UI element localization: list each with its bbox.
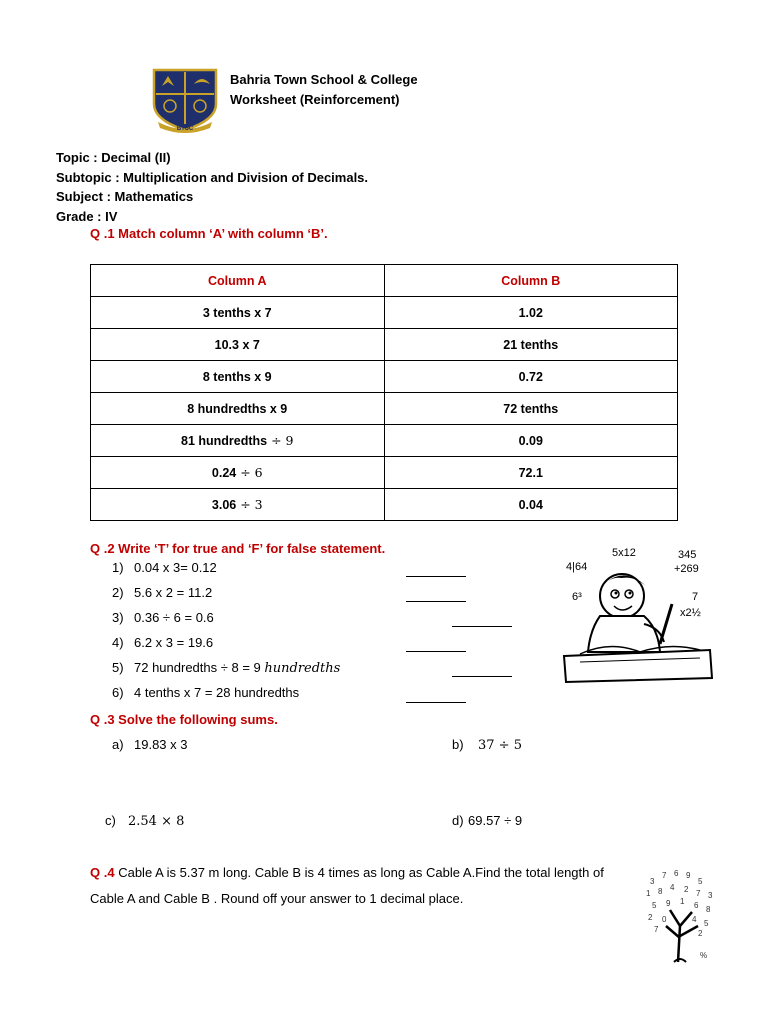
svg-text:BTSC: BTSC bbox=[176, 126, 194, 132]
school-header bbox=[230, 70, 418, 110]
list-item: 2) 5.6 x 2 = 11.2 bbox=[112, 585, 213, 600]
table-row bbox=[91, 457, 678, 489]
subject-line: Subject : Mathematics bbox=[56, 189, 194, 204]
list-item: 4) 6.2 x 3 = 19.6 bbox=[112, 635, 214, 650]
q1-title: Q .1 Match column ‘A’ with column ‘B’. bbox=[90, 226, 328, 241]
svg-text:0: 0 bbox=[662, 915, 667, 924]
column-b-cell: 0.09 bbox=[384, 425, 678, 457]
column-b-cell: 72.1 bbox=[384, 457, 678, 489]
sum-a: a) 19.83 x 3 bbox=[112, 737, 188, 752]
svg-text:6³: 6³ bbox=[572, 591, 582, 603]
column-a-cell: 3.06 ÷ 3 bbox=[91, 489, 385, 521]
column-a-header: Column A bbox=[91, 265, 385, 297]
svg-text:7: 7 bbox=[692, 591, 699, 603]
column-a-cell: 81 hundredths ÷ 9 bbox=[91, 425, 385, 457]
table-row bbox=[91, 297, 678, 329]
number-tree-illustration bbox=[640, 866, 722, 964]
q4-text: Cable A is 5.37 m long. Cable B is 4 times as long as Cable A.Find the total length of Cable A and Cable B . Round off your answer to 1 decimal place. bbox=[90, 865, 604, 906]
svg-text:2: 2 bbox=[698, 929, 703, 938]
svg-text:8: 8 bbox=[658, 887, 663, 896]
svg-text:5: 5 bbox=[652, 901, 657, 910]
column-a-cell: 8 tenths x 9 bbox=[91, 361, 385, 393]
school-logo bbox=[150, 66, 220, 134]
svg-text:3: 3 bbox=[708, 891, 713, 900]
table-row bbox=[91, 393, 678, 425]
svg-text:2: 2 bbox=[648, 913, 653, 922]
column-b-header: Column B bbox=[384, 265, 678, 297]
q2-title: Q .2 Write ‘T’ for true and ‘F’ for false statement. bbox=[90, 541, 386, 556]
svg-text:7: 7 bbox=[662, 871, 667, 880]
svg-text:x2½: x2½ bbox=[680, 607, 701, 619]
q4-label: Q .4 bbox=[90, 865, 115, 880]
svg-text:+269: +269 bbox=[674, 563, 699, 575]
list-item: 6) 4 tenths x 7 = 28 hundredths bbox=[112, 685, 300, 700]
subtopic-line: Subtopic : Multiplication and Division of Decimals. bbox=[56, 169, 369, 185]
svg-text:1: 1 bbox=[680, 897, 685, 906]
column-b-cell: 72 tenths bbox=[384, 393, 678, 425]
worksheet-meta bbox=[56, 148, 368, 226]
table-row bbox=[91, 425, 678, 457]
table-row bbox=[91, 329, 678, 361]
column-b-cell: 1.02 bbox=[384, 297, 678, 329]
sum-b: b) 37 ÷ 5 bbox=[452, 737, 522, 753]
svg-text:5x12: 5x12 bbox=[612, 547, 636, 559]
list-item: 3) 0.36 ÷ 6 = 0.6 bbox=[112, 610, 214, 625]
svg-text:4: 4 bbox=[670, 883, 675, 892]
svg-text:%: % bbox=[700, 951, 708, 960]
school-name: Bahria Town School & College bbox=[230, 72, 418, 87]
svg-text:1: 1 bbox=[646, 889, 651, 898]
answer-blank-2[interactable] bbox=[406, 587, 466, 602]
table-row bbox=[91, 361, 678, 393]
svg-text:4|64: 4|64 bbox=[566, 561, 588, 573]
svg-text:5: 5 bbox=[704, 919, 709, 928]
sum-c: c) 2.54 × 8 bbox=[105, 813, 185, 829]
answer-blank-5[interactable] bbox=[452, 662, 512, 677]
match-table bbox=[90, 264, 678, 521]
column-a-cell: 3 tenths x 7 bbox=[91, 297, 385, 329]
column-a-cell: 8 hundredths x 9 bbox=[91, 393, 385, 425]
svg-text:9: 9 bbox=[686, 871, 691, 880]
svg-text:7: 7 bbox=[696, 889, 701, 898]
svg-text:2: 2 bbox=[684, 885, 689, 894]
column-b-cell: 21 tenths bbox=[384, 329, 678, 361]
answer-blank-3[interactable] bbox=[452, 612, 512, 627]
svg-text:345: 345 bbox=[678, 549, 697, 561]
column-a-cell: 10.3 x 7 bbox=[91, 329, 385, 361]
svg-text:3: 3 bbox=[650, 877, 655, 886]
q3-title: Q .3 Solve the following sums. bbox=[90, 712, 278, 727]
topic-line: Topic : Decimal (II) bbox=[56, 150, 171, 165]
sum-d: d) 69.57 ÷ 9 bbox=[452, 813, 523, 828]
column-b-cell: 0.72 bbox=[384, 361, 678, 393]
table-row bbox=[91, 489, 678, 521]
svg-text:9: 9 bbox=[666, 899, 671, 908]
column-a-cell: 0.24 ÷ 6 bbox=[91, 457, 385, 489]
svg-text:6: 6 bbox=[694, 901, 699, 910]
table-header-row bbox=[91, 265, 678, 297]
svg-text:8: 8 bbox=[706, 905, 711, 914]
answer-blank-6[interactable] bbox=[406, 688, 466, 703]
true-false-list bbox=[112, 558, 412, 708]
list-item: 5) 72 hundredths ÷ 8 = 9 hundredths bbox=[112, 660, 341, 676]
answer-blank-4[interactable] bbox=[406, 637, 466, 652]
q4-question bbox=[90, 860, 635, 912]
svg-text:6: 6 bbox=[674, 869, 679, 878]
svg-text:5: 5 bbox=[698, 877, 703, 886]
svg-text:4: 4 bbox=[692, 915, 697, 924]
column-b-cell: 0.04 bbox=[384, 489, 678, 521]
grade-line: Grade : IV bbox=[56, 208, 118, 224]
svg-text:7: 7 bbox=[654, 925, 659, 934]
worksheet-title: Worksheet (Reinforcement) bbox=[230, 92, 400, 107]
list-item: 1) 0.04 x 3= 0.12 bbox=[112, 560, 217, 575]
answer-blank-1[interactable] bbox=[406, 562, 466, 577]
student-math-illustration bbox=[560, 544, 716, 688]
